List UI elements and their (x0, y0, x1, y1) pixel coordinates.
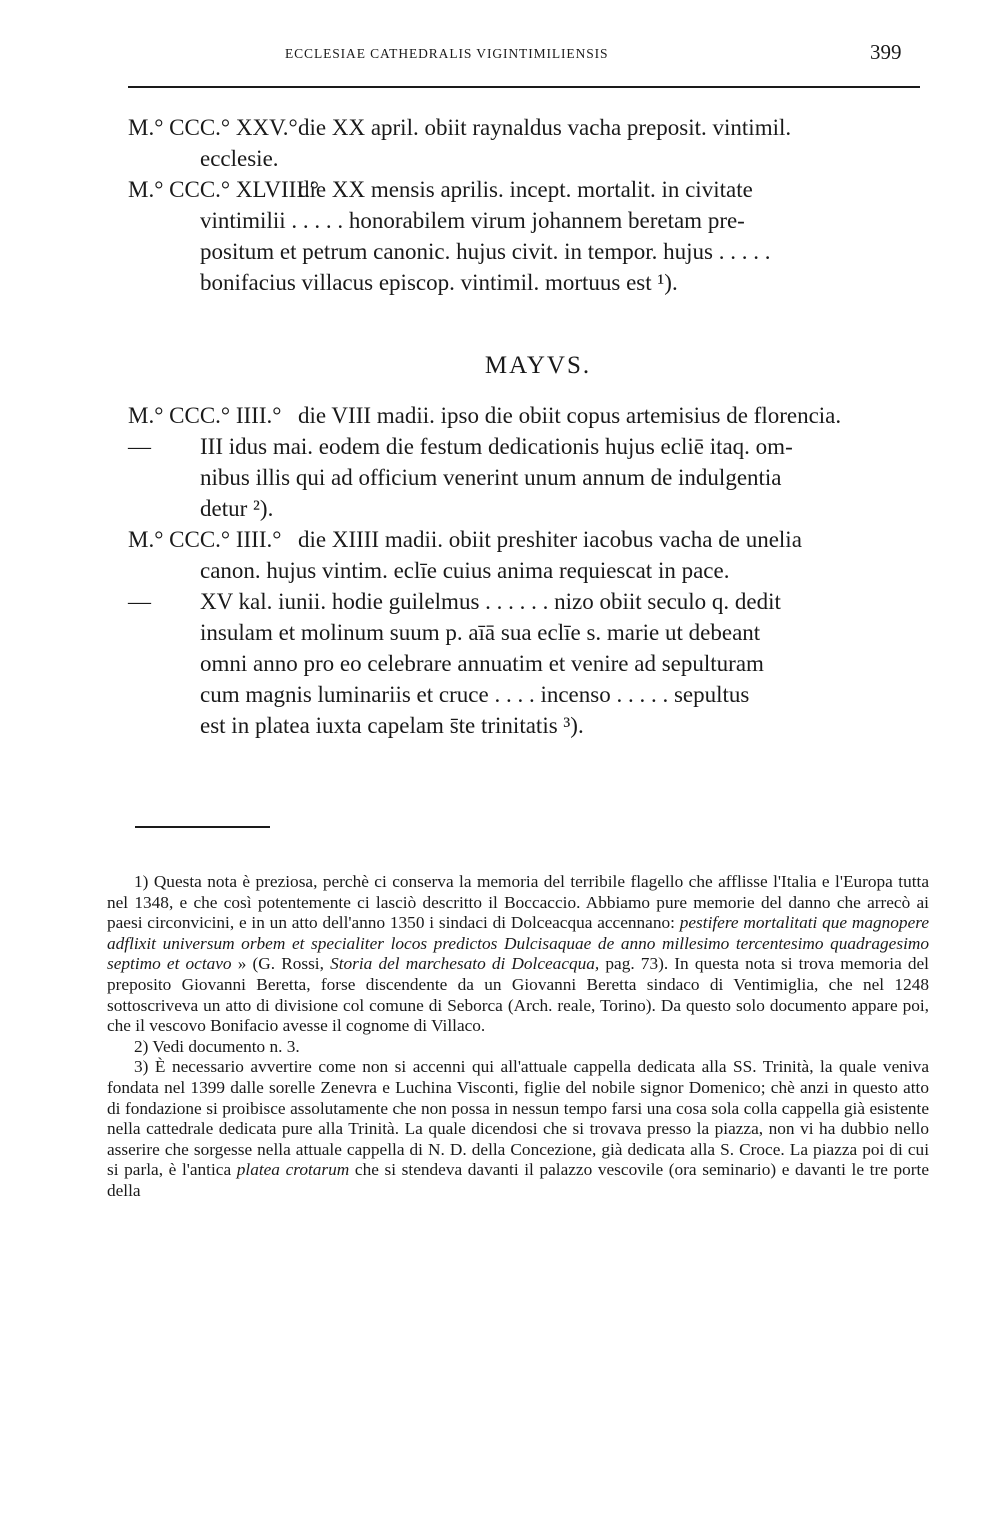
obituary-entry (128, 431, 928, 524)
obituary-entry (128, 400, 928, 431)
entry-first-line: III idus mai. eodem die festum dedicationis hujus ecliē itaq. om- (200, 434, 793, 459)
footnote-3-latin-term: platea crotarum (236, 1160, 350, 1180)
entry-first-line: XV kal. iunii. hodie guilelmus . . . . . . nizo obiit seculo q. dedit (200, 589, 781, 614)
obituary-entries (128, 112, 928, 741)
footnote-rule (135, 826, 270, 828)
footnote-1 (107, 872, 929, 1037)
footnotes (107, 872, 929, 1202)
entry-first-line: die VIII madii. ipso die obiit copus artemisius de florencia. (298, 403, 842, 428)
entry-date-lead: M.° CCC.° IIII.° (128, 403, 282, 428)
entry-first-line: die XX mensis aprilis. incept. mortalit. in civitate (298, 177, 753, 202)
entry-continuation-line: ecclesie. (200, 146, 279, 171)
footnote-3 (107, 1057, 929, 1201)
entry-continuation-line: bonifacius villacus episcop. vintimil. mortuus est ¹). (200, 270, 678, 295)
entry-continuation-line: vintimilii . . . . . honorabilem virum johannem beretam pre- (200, 208, 745, 233)
entry-continuation-line: insulam et molinum suum p. aīā sua eclīe s. marie ut debeant (200, 620, 761, 645)
footnote-1-continuation: In questa nota si trova memoria del preposito Giovanni Beretta, forse discendente da un Giovanni Beretta sindaco di Ventimiglia, che nel 1248 sottoscriveva un atto di divisione col comune di Seborca (Arch. reale, Torino). Da questo solo documento appare poi, che il vescovo Bonifacio avesse il cognome di Villaco. (107, 954, 929, 1036)
footnote-1-text: 1) Questa nota è preziosa, perchè ci conserva la memoria del terribile flagello che afflisse l'Italia e l'Europa tutta nel 1348, e che così potentemente ci lasciò descritto il Boccaccio. Abbiamo pure memorie del danno che arrecò ai paesi circonvicini, e in un atto dell'anno 1350 i sindaci di Dolceacqua accennano: (107, 872, 929, 933)
entry-first-line: die XIIII madii. obiit preshiter iacobus vacha de unelia (298, 527, 802, 552)
obituary-entry (128, 586, 928, 741)
footnote-1-latin-quote: pestifere mortalitati que magnopere adflixit universum orbem et specialiter locos predictos Dulcisaquae de anno millesimo tercentesimo quadragesimo septimo et octavo (107, 913, 929, 974)
entry-continuation-line: nibus illis qui ad officium venerint unum annum de indulgentia (200, 465, 782, 490)
may-entries (128, 400, 928, 741)
footnote-2: 2) Vedi documento n. 3. (134, 1036, 300, 1056)
entry-continuation-line: omni anno pro eo celebrare annuatim et venire ad sepulturam (200, 651, 764, 676)
entry-continuation-line: cum magnis luminariis et cruce . . . . incenso . . . . . sepultus (200, 682, 750, 707)
obituary-entry (128, 524, 928, 586)
entry-continuation-line: canon. hujus vintim. eclīe cuius anima requiescat in pace. (200, 558, 730, 583)
footnote-3-continuation: che si stendeva davanti il palazzo vescovile (ora seminario) e davanti le tre porte della (107, 1160, 929, 1200)
footnote-1-citation: » (G. Rossi, (237, 954, 324, 974)
entry-date-lead: — (128, 589, 151, 614)
obituary-entry (128, 112, 928, 174)
entry-continuation-line: est in platea iuxta capelam s̄te trinitatis ³). (200, 713, 584, 738)
entry-date-lead: M.° CCC.° XXV.° (128, 115, 298, 140)
entry-continuation-line: detur ²). (200, 496, 274, 521)
entry-date-lead: M.° CCC.° XLVIII.° (128, 177, 319, 202)
obituary-entry (128, 174, 928, 298)
april-entries (128, 112, 928, 298)
page-number: 399 (870, 40, 902, 64)
entry-date-lead: — (128, 434, 151, 459)
entry-first-line: die XX april. obiit raynaldus vacha preposit. vintimil. (298, 115, 792, 140)
footnote-1-citation-page: pag. 73). (605, 954, 669, 974)
section-title-mayvs: MAYVS. (484, 352, 592, 379)
running-head: ECCLESIAE CATHEDRALIS VIGINTIMILIENSIS (285, 46, 609, 61)
entry-continuation-line: positum et petrum canonic. hujus civit. in tempor. hujus . . . . . (200, 239, 771, 264)
header-rule (128, 86, 920, 88)
footnote-1-citation-title: Storia del marchesato di Dolceacqua, (330, 954, 600, 974)
entry-date-lead: M.° CCC.° IIII.° (128, 527, 282, 552)
footnote-3-text: 3) È necessario avvertire come non si accenni qui all'attuale cappella dedicata alla SS. Trinità, la quale veniva fondata nel 1399 dalle sorelle Zenevra e Luchina Visconti, figlie del nobile signor Domenico; chè anzi in questo atto di fondazione si proibisce assolutamente che non possa in nessun tempo farsi una cosa sola colla cappella già esistente nella cattedrale dedicata pure alla Trinità. La quale dicendosi che si trovava presso la piazza, non vi ha dubbio nello asserire che sorgesse nella attuale cappella di N. D. della Concezione, già dedicata alla S. Croce. La piazza poi di cui si parla, è l'antica (107, 1057, 929, 1180)
